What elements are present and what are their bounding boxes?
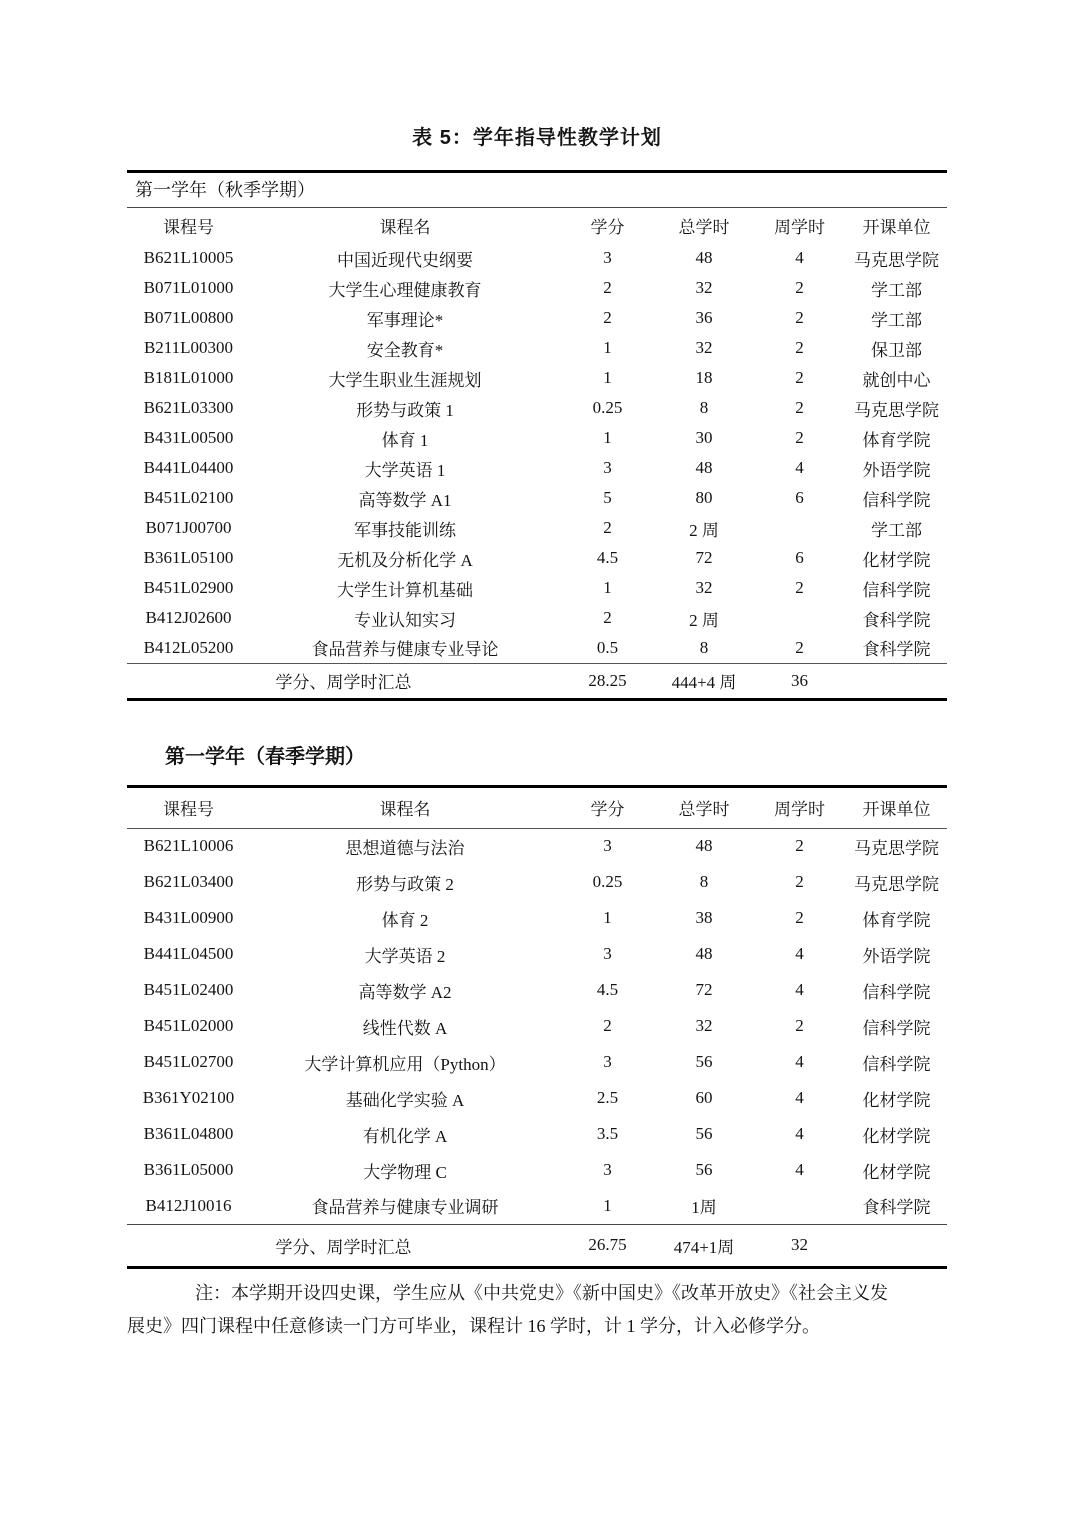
course-cell: 4: [795, 980, 804, 999]
course-cell: 1周: [691, 1198, 717, 1218]
spring-table-body: [127, 828, 947, 1224]
course-row: [127, 543, 947, 573]
course-cell: 军事技能训练: [354, 520, 456, 540]
course-cell: 军事理论*: [366, 310, 444, 330]
course-cell: 外语学院: [862, 460, 931, 480]
course-cell: 0.25: [592, 872, 623, 891]
summary-unit-empty: [846, 663, 947, 698]
course-cell: 2: [603, 518, 612, 537]
course-cell: 信科学院: [862, 580, 931, 600]
course-cell: 18: [695, 368, 713, 387]
course-cell: 高等数学 A1: [358, 490, 452, 510]
course-row: [127, 483, 947, 513]
course-cell: 5: [603, 488, 612, 507]
course-row: [127, 1188, 947, 1224]
course-cell: B412L05200: [143, 637, 234, 657]
course-cell: 基础化学实验 A: [345, 1090, 465, 1110]
course-cell: 48: [695, 458, 713, 477]
column-header-total-hours: 总学时: [678, 218, 730, 237]
header-row: [127, 788, 947, 828]
course-cell: 1: [603, 428, 612, 447]
course-cell: 56: [695, 1052, 713, 1071]
course-cell: 2: [795, 637, 804, 657]
footnote: [127, 1277, 947, 1343]
course-cell: 大学英语 2: [364, 946, 446, 966]
course-row: [127, 1008, 947, 1044]
course-cell: 2: [795, 578, 804, 597]
course-row: [127, 1080, 947, 1116]
course-cell: 36: [695, 308, 713, 327]
course-cell: 高等数学 A2: [358, 982, 452, 1002]
course-cell: 56: [695, 1124, 713, 1143]
course-cell: 4: [795, 248, 804, 267]
course-cell: B451L02700: [143, 1052, 234, 1071]
course-cell: 3.5: [596, 1124, 619, 1143]
spring-table-summary: [127, 1224, 947, 1266]
course-cell: B451L02100: [143, 488, 234, 507]
course-cell: 大学生心理健康教育: [328, 280, 482, 300]
course-cell: 48: [695, 836, 713, 856]
column-header-credits: 学分: [590, 218, 625, 237]
course-cell: B451L02000: [143, 1016, 234, 1035]
summary-row: [127, 663, 947, 698]
fall-table-summary: [127, 663, 947, 698]
course-row: [127, 1152, 947, 1188]
course-cell: 2: [795, 908, 804, 927]
course-cell: 保卫部: [871, 340, 922, 360]
course-cell: 2: [795, 428, 804, 447]
course-row: [127, 828, 947, 864]
spring-section-label: 第一学年（春季学期）: [165, 746, 365, 768]
course-cell: 大学物理 C: [363, 1162, 447, 1182]
summary-label: 学分、周学时汇总: [275, 1237, 412, 1257]
course-cell: 6: [795, 548, 804, 567]
course-cell: 线性代数 A: [362, 1018, 448, 1038]
course-cell: 1: [603, 368, 612, 387]
course-cell: 马克思学院: [854, 874, 939, 894]
fall-table-body: [127, 243, 947, 663]
summary-credits: 26.75: [588, 1235, 627, 1255]
course-cell: B412J10016: [145, 1195, 232, 1215]
course-row: [127, 936, 947, 972]
course-cell: [753, 603, 846, 633]
summary-total-hours: 474+1周: [673, 1237, 735, 1257]
course-cell: 6: [795, 488, 804, 507]
course-cell: 3: [603, 1052, 612, 1071]
course-cell: 4: [795, 458, 804, 477]
course-cell: B361L04800: [143, 1124, 234, 1143]
course-row: [127, 273, 947, 303]
course-row: [127, 972, 947, 1008]
course-row: [127, 243, 947, 273]
course-cell: 8: [699, 637, 709, 657]
column-header-course-name: 课程名: [379, 218, 431, 237]
course-row: [127, 573, 947, 603]
course-cell: 2: [795, 368, 804, 387]
course-cell: B211L00300: [143, 338, 234, 357]
course-cell: 4: [795, 1088, 804, 1107]
course-cell: 安全教育*: [366, 340, 444, 360]
course-cell: B441L04400: [143, 458, 234, 477]
course-cell: 信科学院: [862, 1054, 931, 1074]
footnote-line-2: 展史》四门课程中任意修读一门方可毕业，课程计 16 学时，计 1 学分，计入必修学分。: [127, 1316, 820, 1336]
course-cell: [753, 1188, 846, 1224]
column-header-weekly-hours: 周学时: [774, 800, 825, 820]
course-row: [127, 303, 947, 333]
course-cell: 大学英语 1: [364, 460, 446, 480]
course-cell: 思想道德与法治: [345, 838, 465, 858]
course-row: [127, 513, 947, 543]
column-header-course-name: 课程名: [379, 800, 431, 820]
course-cell: 2: [795, 398, 804, 417]
course-cell: 马克思学院: [854, 250, 939, 270]
course-cell: 外语学院: [862, 946, 931, 966]
column-header-weekly-hours: 周学时: [774, 218, 825, 237]
course-cell: 4: [795, 1160, 804, 1179]
course-cell: 1: [603, 338, 612, 357]
course-cell: 2: [795, 836, 804, 856]
course-cell: 食科学院: [862, 1198, 931, 1218]
course-cell: 2: [795, 872, 804, 891]
course-cell: B071J00700: [145, 518, 232, 537]
course-cell: 大学计算机应用（Python）: [304, 1054, 506, 1074]
course-cell: 2: [603, 608, 612, 627]
course-row: [127, 1116, 947, 1152]
course-cell: 38: [695, 908, 713, 927]
course-cell: 8: [699, 398, 709, 417]
course-cell: 信科学院: [862, 490, 931, 510]
course-cell: 2: [603, 278, 612, 297]
course-cell: B361L05000: [143, 1160, 234, 1179]
course-row: [127, 633, 947, 663]
course-cell: 2.5: [596, 1088, 619, 1107]
course-row: [127, 453, 947, 483]
course-row: [127, 1044, 947, 1080]
course-cell: 72: [695, 548, 713, 567]
course-cell: 2: [603, 308, 612, 327]
fall-table-header: [127, 208, 947, 243]
course-cell: 80: [695, 488, 713, 507]
course-cell: 中国近现代史纲要: [337, 250, 473, 270]
course-cell: 体育 2: [381, 910, 429, 930]
course-cell: 8: [699, 872, 709, 891]
summary-row: [127, 1224, 947, 1266]
course-cell: 32: [695, 1016, 713, 1035]
course-cell: B361L05100: [143, 548, 234, 567]
course-cell: 学工部: [871, 310, 922, 330]
course-cell: 4.5: [596, 980, 619, 999]
course-cell: 化材学院: [862, 1090, 931, 1110]
column-header-unit: 开课单位: [862, 800, 931, 820]
course-cell: 4: [795, 1052, 804, 1071]
course-cell: 2 周: [689, 520, 719, 540]
summary-label: 学分、周学时汇总: [275, 673, 412, 693]
course-cell: 4.5: [596, 548, 619, 567]
course-cell: 30: [695, 428, 713, 447]
fall-section-label: 第一学年（秋季学期）: [127, 173, 947, 208]
course-cell: 信科学院: [862, 1018, 931, 1038]
column-header-credits: 学分: [590, 800, 625, 820]
course-cell: 就创中心: [862, 370, 931, 390]
course-row: [127, 423, 947, 453]
page-content: [127, 124, 947, 1343]
course-cell: 4: [795, 1124, 804, 1143]
course-cell: B412J02600: [145, 608, 232, 627]
course-cell: 无机及分析化学 A: [337, 550, 473, 570]
column-header-course-no: 课程号: [163, 800, 214, 820]
course-row: [127, 603, 947, 633]
fall-semester-table: [127, 170, 947, 701]
summary-total-hours: 444+4 周: [671, 673, 737, 693]
course-cell: B621L03300: [143, 398, 234, 417]
course-cell: 食品营养与健康专业调研: [311, 1198, 499, 1218]
course-cell: 1: [603, 578, 612, 597]
course-cell: 信科学院: [862, 982, 931, 1002]
spring-semester-table: [127, 785, 947, 1269]
summary-weekly-hours: 36: [791, 670, 808, 690]
course-cell: 56: [695, 1160, 713, 1179]
course-cell: 体育 1: [381, 430, 429, 450]
fall-course-table: [127, 208, 947, 698]
summary-credits: 28.25: [588, 670, 627, 690]
course-cell: 0.25: [592, 398, 623, 417]
course-cell: 1: [603, 1195, 612, 1215]
spring-course-table: [127, 788, 947, 1266]
course-cell: 食科学院: [862, 610, 931, 630]
course-cell: B361Y02100: [142, 1088, 235, 1107]
spring-table-header: [127, 788, 947, 828]
course-cell: 4: [795, 944, 804, 963]
course-cell: B451L02400: [143, 980, 234, 999]
course-cell: 2: [795, 278, 804, 297]
summary-weekly-hours: 32: [791, 1235, 808, 1255]
summary-unit-empty: [846, 1224, 947, 1266]
course-row: [127, 393, 947, 423]
course-cell: B181L01000: [143, 368, 234, 387]
course-cell: 形势与政策 1: [356, 400, 454, 420]
course-cell: 体育学院: [862, 430, 931, 450]
page-title: 表 5：学年指导性教学计划: [412, 127, 662, 149]
course-cell: 3: [603, 944, 612, 963]
column-header-unit: 开课单位: [862, 218, 931, 237]
course-cell: 3: [603, 836, 612, 856]
course-cell: B621L10006: [143, 836, 234, 856]
course-cell: 2: [603, 1016, 612, 1035]
course-cell: 专业认知实习: [354, 610, 456, 630]
course-cell: [753, 513, 846, 543]
course-cell: B451L02900: [143, 578, 234, 597]
course-cell: 32: [695, 278, 713, 297]
footnote-line-1: 注：本学期开设四史课，学生应从《中共党史》《新中国史》《改革开放史》《社会主义发: [195, 1283, 888, 1303]
course-cell: 32: [695, 338, 713, 357]
course-cell: 化材学院: [862, 550, 931, 570]
course-cell: 马克思学院: [854, 400, 939, 420]
course-cell: 3: [603, 248, 612, 267]
course-cell: 大学生计算机基础: [337, 580, 473, 600]
course-cell: 3: [603, 1160, 612, 1179]
course-row: [127, 333, 947, 363]
course-cell: 形势与政策 2: [356, 874, 454, 894]
course-cell: B071L00800: [143, 308, 234, 327]
course-cell: 48: [695, 944, 713, 963]
course-cell: B441L04500: [143, 944, 234, 963]
course-cell: B431L00500: [143, 428, 234, 447]
course-cell: 48: [695, 248, 713, 267]
course-cell: B621L03400: [143, 872, 234, 891]
course-cell: 食品营养与健康专业导论: [311, 640, 499, 660]
column-header-total-hours: 总学时: [678, 800, 730, 820]
course-cell: B431L00900: [143, 908, 234, 927]
course-cell: 化材学院: [862, 1162, 931, 1182]
course-cell: 3: [603, 458, 612, 477]
course-cell: 32: [695, 578, 713, 597]
course-cell: 体育学院: [862, 910, 931, 930]
course-cell: 2 周: [689, 610, 719, 630]
header-row: [127, 208, 947, 243]
course-cell: 化材学院: [862, 1126, 931, 1146]
course-cell: 2: [795, 308, 804, 327]
course-cell: 学工部: [871, 280, 922, 300]
course-cell: 马克思学院: [854, 838, 939, 858]
course-cell: 1: [603, 908, 612, 927]
course-cell: B071L01000: [143, 278, 234, 297]
course-cell: B621L10005: [143, 248, 234, 267]
course-row: [127, 864, 947, 900]
course-cell: 0.5: [596, 637, 619, 657]
course-cell: 2: [795, 338, 804, 357]
course-cell: 学工部: [871, 520, 922, 540]
course-cell: 食科学院: [862, 640, 931, 660]
course-cell: 大学生职业生涯规划: [328, 370, 482, 390]
course-row: [127, 363, 947, 393]
course-cell: 60: [695, 1088, 713, 1107]
column-header-course-no: 课程号: [163, 218, 214, 237]
course-cell: 2: [795, 1016, 804, 1035]
course-row: [127, 900, 947, 936]
course-cell: 72: [695, 980, 713, 999]
course-cell: 有机化学 A: [362, 1126, 448, 1146]
